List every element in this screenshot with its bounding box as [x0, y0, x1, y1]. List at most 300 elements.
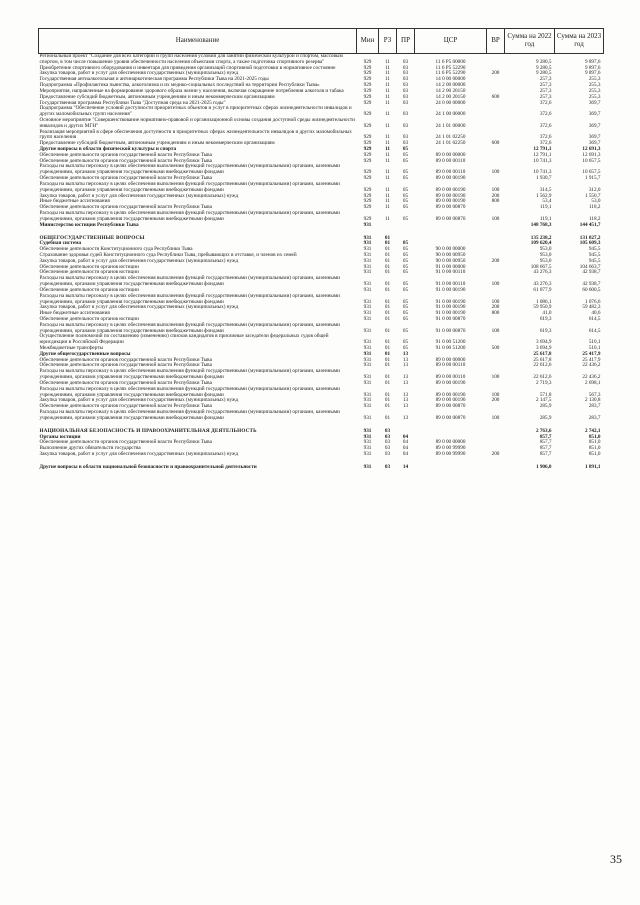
- row-rz: 01: [384, 281, 391, 288]
- row-min: 931: [363, 298, 372, 305]
- row-sum-2022: 857,7: [539, 445, 552, 452]
- row-min: 929: [363, 93, 372, 100]
- row-sum-2022: 1 562,9: [535, 192, 552, 199]
- row-vr: 200: [491, 192, 500, 199]
- row-csr: 90 0 00 00000: [435, 246, 466, 253]
- row-vr: 200: [491, 304, 500, 311]
- row-csr: 89 0 00 00000: [435, 356, 466, 363]
- row-name: Межбюджетные трансферты: [39, 345, 104, 351]
- row-csr: 24 0 00 00000: [435, 99, 466, 106]
- row-sum-2023: 105 609,3: [579, 240, 601, 247]
- row-vr: 600: [491, 140, 500, 147]
- row-min: 931: [363, 345, 372, 351]
- row-sum-2023: 2 130,8: [584, 397, 601, 404]
- row-sum-2022: 10 741,3: [533, 157, 552, 164]
- row-name: Расходы на выплаты персоналу в целях обеспечения выполнения функций государственными (муниципальными) органами, казенными учреждениями, органами управления государственными внебюджетными фондами: [39, 385, 340, 398]
- row-sum-2022: 953,0: [539, 246, 552, 253]
- row-min: 931: [363, 286, 372, 293]
- row-rz: 01: [384, 403, 391, 410]
- row-sum-2023: 22 436,2: [582, 374, 601, 381]
- row-pr: 05: [402, 151, 409, 158]
- row-min: 931: [363, 257, 372, 264]
- row-min: 929: [363, 175, 372, 182]
- row-sum-2023: 369,7: [588, 134, 601, 141]
- row-sum-2022: 953,0: [539, 257, 552, 264]
- row-min: 931: [363, 269, 372, 276]
- row-csr: 91 0 00 00190: [435, 286, 466, 293]
- row-min: 931: [363, 350, 372, 357]
- row-pr: 13: [402, 403, 409, 410]
- row-name: Обеспечение деятельности органов государственной власти Республики Тыва: [39, 379, 212, 386]
- row-rz: 11: [385, 93, 390, 100]
- row-rz: 01: [384, 397, 391, 404]
- row-sum-2022: 619,3: [539, 327, 552, 334]
- row-name: Закупка товаров, работ и услуг для обеспечения государственных (муниципальных) нужд: [39, 397, 239, 404]
- row-name: Другие вопросы в области национальной безопасности и правоохранительной деятельности: [39, 464, 257, 470]
- row-sum-2023: 9 897,6: [584, 70, 601, 77]
- row-sum-2022: 372,6: [539, 140, 552, 147]
- row-sum-2022: 109 620,4: [530, 240, 552, 247]
- table-row: [39, 334, 604, 346]
- row-sum-2023: 1 891,1: [584, 464, 601, 470]
- row-sum-2022: 314,5: [539, 186, 552, 193]
- row-csr: 89 0 00 00110: [435, 157, 466, 164]
- row-rz: 03: [384, 433, 391, 440]
- table-row: [39, 228, 604, 241]
- row-pr: 03: [402, 70, 409, 77]
- row-pr: 05: [402, 257, 409, 264]
- row-vr: 200: [491, 70, 500, 77]
- row-min: 931: [363, 356, 372, 363]
- row-rz: 11: [385, 99, 390, 106]
- row-rz: 01: [384, 269, 391, 276]
- row-sum-2023: 255,3: [588, 76, 601, 83]
- row-min: 929: [363, 146, 372, 152]
- row-min: 929: [363, 99, 372, 106]
- row-sum-2023: 945,5: [588, 252, 601, 258]
- row-csr: 89 0 00 99990: [435, 445, 466, 452]
- row-pr: 05: [402, 327, 409, 334]
- header-sum-2023: Сумма на 2023 год: [555, 29, 604, 54]
- row-name: Предоставление субсидий бюджетным, автономным учреждениям и иным некоммерческим организациям: [39, 140, 275, 147]
- row-name: Страхование здоровья судей Конституционного суда Республики Тыва, пребывающих в отставке, и членов их семей: [39, 252, 297, 258]
- row-sum-2023: 25 417,9: [582, 350, 601, 357]
- row-sum-2023: 255,3: [588, 87, 601, 94]
- row-min: 931: [363, 310, 372, 317]
- row-sum-2023: 1 550,7: [584, 192, 601, 199]
- row-sum-2023: 42 938,7: [582, 281, 601, 288]
- row-name: Выполнение других обязательств государства: [39, 445, 141, 452]
- row-name: Расходы на выплаты персоналу в целях обеспечения выполнения функций государственными (муниципальными) органами, казенными учреждениями, органами управления государственными внебюджетными фондами: [39, 408, 340, 421]
- row-name: Расходы на выплаты персоналу в целях обеспечения выполнения функций государственными (муниципальными) органами, казенными учреждениями, органами управления государственными внебюджетными фондами: [39, 368, 340, 381]
- row-vr: 100: [491, 298, 500, 305]
- row-rz: 11: [385, 111, 390, 118]
- row-sum-2022: 61 077,9: [533, 286, 552, 293]
- row-sum-2022: 148 768,3: [530, 221, 552, 228]
- row-csr: 11 6 P5 52290: [435, 64, 466, 71]
- row-name: Закупка товаров, работ и услуг для обеспечения государственных (муниципальных) нужд: [39, 70, 239, 77]
- row-vr: 800: [491, 310, 500, 317]
- row-vr: 100: [491, 374, 500, 381]
- row-pr: 05: [402, 315, 409, 322]
- row-min: 929: [363, 64, 372, 71]
- row-pr: 03: [402, 134, 409, 141]
- row-csr: 91 0 00 00190: [435, 298, 466, 305]
- row-min: 929: [363, 186, 372, 193]
- row-rz: 01: [384, 356, 391, 363]
- row-sum-2022: 119,1: [540, 204, 552, 211]
- row-pr: 05: [402, 246, 409, 253]
- row-name: Государственная антиалкогольная и антинаркотическая программа Республики Тыва на 2021-2025 годы: [39, 76, 269, 83]
- row-pr: 13: [402, 397, 409, 404]
- row-rz: 11: [385, 134, 390, 141]
- header-name: Наименование: [39, 29, 357, 54]
- row-name: Закупка товаров, работ и услуг для обеспечения государственных (муниципальных) нужд: [39, 257, 239, 264]
- row-sum-2022: 59 950,9: [533, 304, 552, 311]
- row-sum-2023: 118,2: [589, 204, 601, 211]
- row-min: 929: [363, 87, 372, 94]
- row-sum-2023: 312,0: [588, 186, 601, 193]
- row-pr: 04: [402, 433, 409, 440]
- row-min: 929: [363, 140, 372, 147]
- row-csr: 89 0 00 99990: [435, 451, 466, 457]
- row-name: Расходы на выплаты персоналу в целях обеспечения выполнения функций государственными (муниципальными) органами, казенными учреждениями, органами управления государственными внебюджетными фондами: [39, 292, 340, 305]
- header-rz: РЗ: [379, 29, 397, 54]
- table-row: [39, 458, 604, 471]
- row-csr: 89 0 00 00870: [435, 414, 466, 421]
- row-min: 929: [363, 215, 372, 222]
- row-csr: 89 0 00 00870: [435, 204, 466, 211]
- row-sum-2022: 25 617,8: [533, 356, 552, 363]
- row-sum-2022: 43 276,3: [533, 281, 552, 288]
- row-min: 931: [363, 391, 372, 398]
- row-rz: 11: [385, 151, 390, 158]
- row-pr: 13: [402, 362, 409, 369]
- row-sum-2023: 851,0: [588, 433, 601, 440]
- row-sum-2023: 369,7: [588, 140, 601, 147]
- row-name: Обеспечение деятельности органов юстиции: [39, 286, 139, 293]
- row-pr: 03: [402, 64, 409, 71]
- row-name: Обеспечение деятельности органов государственной власти Республики Тыва: [39, 175, 212, 182]
- row-sum-2023: 10 657,5: [582, 157, 601, 164]
- row-csr: 14 0 00 00000: [435, 76, 466, 83]
- row-pr: 05: [402, 204, 409, 211]
- row-rz: 01: [384, 379, 391, 386]
- row-name: Подпрограмма "Обеспечение условий доступности приоритетных объектов и услуг в приоритетных сферах жизнедеятельности инвалидов и других маломобильных групп населения": [39, 105, 352, 118]
- row-min: 931: [363, 397, 372, 404]
- row-pr: 13: [402, 374, 409, 381]
- row-name: Расходы на выплаты персоналу в целях обеспечения выполнения функций государственными (муниципальными) органами, казенными учреждениями, органами управления государственными внебюджетными фондами: [39, 275, 340, 288]
- row-rz: 01: [384, 252, 391, 258]
- row-pr: 03: [402, 87, 409, 94]
- row-sum-2022: 857,7: [539, 451, 552, 457]
- row-sum-2022: 257,3: [539, 93, 552, 100]
- row-sum-2023: 9 897,6: [584, 64, 601, 71]
- row-pr: 05: [402, 345, 409, 351]
- row-sum-2023: 369,7: [588, 99, 601, 106]
- row-vr: 100: [491, 169, 500, 176]
- row-min: 929: [363, 151, 372, 158]
- row-name: НАЦИОНАЛЬНАЯ БЕЗОПАСНОСТЬ И ПРАВООХРАНИТЕЛЬНАЯ ДЕЯТЕЛЬНОСТЬ: [39, 427, 257, 434]
- row-pr: 14: [402, 464, 409, 470]
- row-pr: 13: [402, 414, 409, 421]
- row-sum-2023: 10 657,5: [582, 169, 601, 176]
- row-sum-2023: 131 027,2: [579, 234, 601, 241]
- row-min: 931: [363, 414, 372, 421]
- row-rz: 11: [385, 175, 390, 182]
- row-name: Обеспечение деятельности органов государственной власти Республики Тыва: [39, 403, 212, 410]
- row-rz: 11: [385, 82, 390, 89]
- row-name: Приобретение спортивного оборудования и инвентаря для приведения организаций спортивной подготовки в нормативное состояние: [39, 64, 336, 71]
- row-min: 931: [363, 221, 372, 228]
- row-pr: 04: [402, 445, 409, 452]
- row-csr: 91 0 00 00870: [435, 315, 466, 322]
- row-pr: 05: [402, 215, 409, 222]
- row-csr: 90 0 00 00950: [435, 252, 466, 258]
- row-rz: 03: [384, 445, 391, 452]
- row-min: 931: [363, 246, 372, 253]
- row-min: 929: [363, 111, 372, 118]
- row-name: Обеспечение деятельности органов государственной власти Республики Тыва: [39, 151, 212, 158]
- row-rz: 11: [385, 58, 390, 65]
- row-sum-2023: 851,0: [588, 439, 601, 446]
- row-name: Подпрограмма «Профилактика пьянства, алкоголизма и их медико-социальных последствий на территории Республики Тыва»: [39, 82, 320, 89]
- row-csr: 91 0 00 00870: [435, 327, 466, 334]
- row-sum-2022: 953,0: [539, 252, 552, 258]
- row-sum-2023: 851,0: [588, 445, 601, 452]
- row-csr: 89 0 00 00190: [435, 186, 466, 193]
- row-pr: 05: [402, 240, 409, 247]
- row-pr: 05: [402, 339, 409, 346]
- row-name: Закупка товаров, работ и услуг для обеспечения государственных (муниципальных) нужд: [39, 451, 239, 457]
- row-pr: 05: [402, 263, 409, 270]
- row-rz: 11: [385, 215, 390, 222]
- row-rz: 11: [385, 64, 390, 71]
- row-csr: [415, 228, 487, 241]
- row-csr: 91 0 00 00190: [435, 304, 466, 311]
- row-vr: 800: [491, 198, 500, 205]
- row-sum-2023: 60 600,5: [582, 286, 601, 293]
- row-sum-2023: 59 482,3: [582, 304, 601, 311]
- row-pr: 03: [402, 111, 409, 118]
- row-csr: 91 0 00 00110: [435, 269, 466, 276]
- row-pr: 04: [402, 439, 409, 446]
- row-vr: 100: [491, 186, 500, 193]
- row-min: 929: [363, 204, 372, 211]
- row-vr: 100: [491, 281, 500, 288]
- row-csr: 89 0 00 00110: [435, 169, 466, 176]
- row-pr: 05: [402, 310, 409, 317]
- row-name: Обеспечение деятельности органов государственной власти Республики Тыва: [39, 362, 212, 369]
- row-min: 931: [363, 263, 372, 270]
- row-csr: 89 0 00 00190: [435, 192, 466, 199]
- row-csr: 14 2 00 20150: [435, 93, 466, 100]
- row-name: Государственная программа Республики Тыва "Доступная среда на 2021-2025 годы": [39, 99, 226, 106]
- row-name: Закупка товаров, работ и услуг для обеспечения государственных (муниципальных) нужд: [39, 192, 239, 199]
- row-sum-2023: 945,5: [588, 257, 601, 264]
- header-pr: ПР: [397, 29, 415, 54]
- table-row: [39, 422, 604, 435]
- row-csr: 24 1 01 02250: [435, 134, 466, 141]
- row-vr: 500: [491, 345, 500, 351]
- row-sum-2022: 372,6: [539, 111, 552, 118]
- row-sum-2023: 12 691,3: [582, 146, 601, 152]
- row-csr: 11 6 P5 00000: [435, 58, 466, 65]
- page-number: 35: [610, 852, 622, 866]
- row-name: Мероприятия, направленные на формирование здорового образа жизни у населения, включая сокращение потребления алкоголя и табака: [39, 87, 344, 94]
- row-rz: 01: [384, 391, 391, 398]
- row-min: 929: [363, 192, 372, 199]
- row-sum-2022: 857,7: [539, 433, 552, 440]
- row-sum-2023: 42 938,7: [582, 269, 601, 276]
- row-min: 929: [363, 169, 372, 176]
- row-pr: 05: [402, 175, 409, 182]
- row-sum-2022: 857,7: [539, 439, 552, 446]
- row-vr: [487, 106, 505, 118]
- row-pr: [397, 422, 415, 435]
- row-pr: 05: [402, 304, 409, 311]
- row-pr: 03: [402, 99, 409, 106]
- row-csr: 24 1 01 02250: [435, 140, 466, 147]
- row-sum-2023: 9 897,6: [584, 58, 601, 65]
- row-name: Другие общегосударственные вопросы: [39, 350, 131, 357]
- row-vr: 200: [491, 397, 500, 404]
- header-sum-2022: Сумма на 2022 год: [505, 29, 555, 54]
- row-csr: 14 2 00 00000: [435, 82, 466, 89]
- row-pr: 05: [402, 157, 409, 164]
- row-min: 929: [363, 58, 372, 65]
- row-pr: 05: [402, 198, 409, 205]
- row-sum-2022: 372,6: [539, 99, 552, 106]
- row-sum-2023: 255,3: [588, 82, 601, 89]
- row-csr: 89 0 00 00870: [435, 215, 466, 222]
- row-min: 931: [363, 281, 372, 288]
- row-rz: 11: [385, 157, 390, 164]
- row-min: 931: [363, 240, 372, 247]
- table-row: [39, 410, 604, 422]
- row-sum-2022: 1 930,7: [535, 175, 552, 182]
- row-sum-2022: 2 147,5: [535, 397, 552, 404]
- row-pr: 04: [402, 451, 409, 457]
- row-pr: 13: [402, 356, 409, 363]
- row-name: ОБЩЕГОСУДАРСТВЕННЫЕ ВОПРОСЫ: [39, 234, 145, 241]
- row-pr: 03: [402, 140, 409, 147]
- header-csr: ЦСР: [415, 29, 487, 54]
- row-csr: 89 0 00 00190: [435, 379, 466, 386]
- row-pr: 05: [402, 186, 409, 193]
- row-rz: 01: [384, 345, 391, 351]
- row-csr: 90 0 00 00950: [435, 257, 466, 264]
- table-row: [39, 182, 604, 194]
- row-rz: 01: [384, 350, 391, 357]
- row-vr: [487, 422, 505, 435]
- header-vr: ВР: [487, 29, 505, 54]
- row-csr: 89 0 00 00190: [435, 175, 466, 182]
- row-name: Министерство юстиции Республики Тыва: [39, 221, 139, 228]
- row-pr: 13: [402, 379, 409, 386]
- row-rz: 01: [384, 234, 391, 241]
- row-sum-2023: 118,2: [589, 215, 601, 222]
- row-csr: 91 0 00 51200: [435, 339, 466, 346]
- row-vr: [487, 228, 505, 241]
- row-min: 931: [363, 327, 372, 334]
- row-name: Обеспечение деятельности органов государственной власти Республики Тыва: [39, 356, 212, 363]
- row-sum-2022: 10 741,3: [533, 169, 552, 176]
- row-rz: 01: [384, 327, 391, 334]
- row-sum-2022: 571,8: [539, 391, 552, 398]
- row-pr: 13: [402, 350, 409, 357]
- row-csr: 91 0 00 00000: [435, 263, 466, 270]
- row-csr: 89 0 00 00110: [435, 374, 466, 381]
- row-min: 929: [363, 157, 372, 164]
- row-rz: 11: [385, 198, 390, 205]
- row-name: Обеспечение деятельности органов юстиции: [39, 269, 139, 276]
- row-name: Судебная система: [39, 240, 82, 247]
- row-rz: 11: [385, 146, 390, 152]
- row-csr: 89 0 00 00000: [435, 439, 466, 446]
- row-rz: 01: [384, 240, 391, 247]
- row-sum-2022: 25 617,8: [533, 350, 552, 357]
- row-vr: 100: [491, 215, 500, 222]
- row-sum-2022: 285,9: [539, 414, 552, 421]
- row-name: Обеспечение деятельности органов государственной власти Республики Тыва: [39, 439, 212, 446]
- table-header-row: [39, 29, 604, 54]
- row-rz: 01: [384, 298, 391, 305]
- row-name: Осуществление полномочий по составлению (изменению) списков кандидатов в присяжные заседатели федеральных судов общей юрисдикции в Российской Федерации: [39, 333, 329, 346]
- table-row: [39, 54, 604, 66]
- row-rz: 03: [384, 439, 391, 446]
- row-rz: 03: [384, 427, 391, 434]
- row-name: Расходы на выплаты персоналу в целях обеспечения выполнения функций государственными (муниципальными) органами, казенными учреждениями, органами управления государственными внебюджетными фондами: [39, 209, 340, 222]
- row-sum-2022: 257,3: [539, 82, 552, 89]
- row-rz: 01: [384, 286, 391, 293]
- row-pr: 05: [402, 169, 409, 176]
- row-rz: 11: [385, 186, 390, 193]
- row-sum-2023: 144 451,7: [579, 221, 601, 228]
- row-sum-2023: 283,7: [588, 403, 601, 410]
- row-min: 931: [363, 234, 372, 241]
- row-sum-2023: 53,0: [591, 198, 601, 205]
- row-sum-2023: 12 691,3: [582, 151, 601, 158]
- row-sum-2022: 119,1: [540, 215, 552, 222]
- row-name: Закупка товаров, работ и услуг для обеспечения государственных (муниципальных) нужд: [39, 304, 239, 311]
- row-sum-2022: 257,3: [539, 87, 552, 94]
- row-min: 931: [363, 304, 372, 311]
- row-name: Региональный проект "Создание для всех категорий и групп населения условий для занятий физической культурой и спортом, массовым спортом, в том числе повышение уровня обеспеченности населения объектами спорта, а также подготовка спортивного резерва": [39, 53, 343, 65]
- row-min: 931: [363, 362, 372, 369]
- row-name: Иные бюджетные ассигнования: [39, 198, 110, 205]
- row-sum-2022: 1 086,1: [535, 298, 552, 305]
- row-sum-2023: 104 663,7: [579, 263, 601, 270]
- row-vr: [487, 458, 505, 471]
- row-sum-2022: 2 719,3: [535, 379, 552, 386]
- row-name: Предоставление субсидий бюджетным, автономным учреждениям и иным некоммерческим организациям: [39, 93, 275, 100]
- row-sum-2023: 2 698,1: [584, 379, 601, 386]
- row-sum-2023: 510,1: [588, 339, 601, 346]
- row-sum-2022: 257,3: [539, 76, 552, 83]
- row-pr: 05: [402, 286, 409, 293]
- row-pr: 05: [402, 281, 409, 288]
- row-sum-2022: 22 612,6: [533, 362, 552, 369]
- row-sum-2023: 614,5: [588, 315, 601, 322]
- row-min: 931: [363, 464, 372, 470]
- row-min: 931: [363, 433, 372, 440]
- row-rz: 01: [384, 263, 391, 270]
- row-pr: 03: [402, 82, 409, 89]
- row-sum-2022: 1 906,0: [535, 464, 552, 470]
- row-rz: 11: [385, 204, 390, 211]
- row-sum-2023: 945,5: [588, 246, 601, 253]
